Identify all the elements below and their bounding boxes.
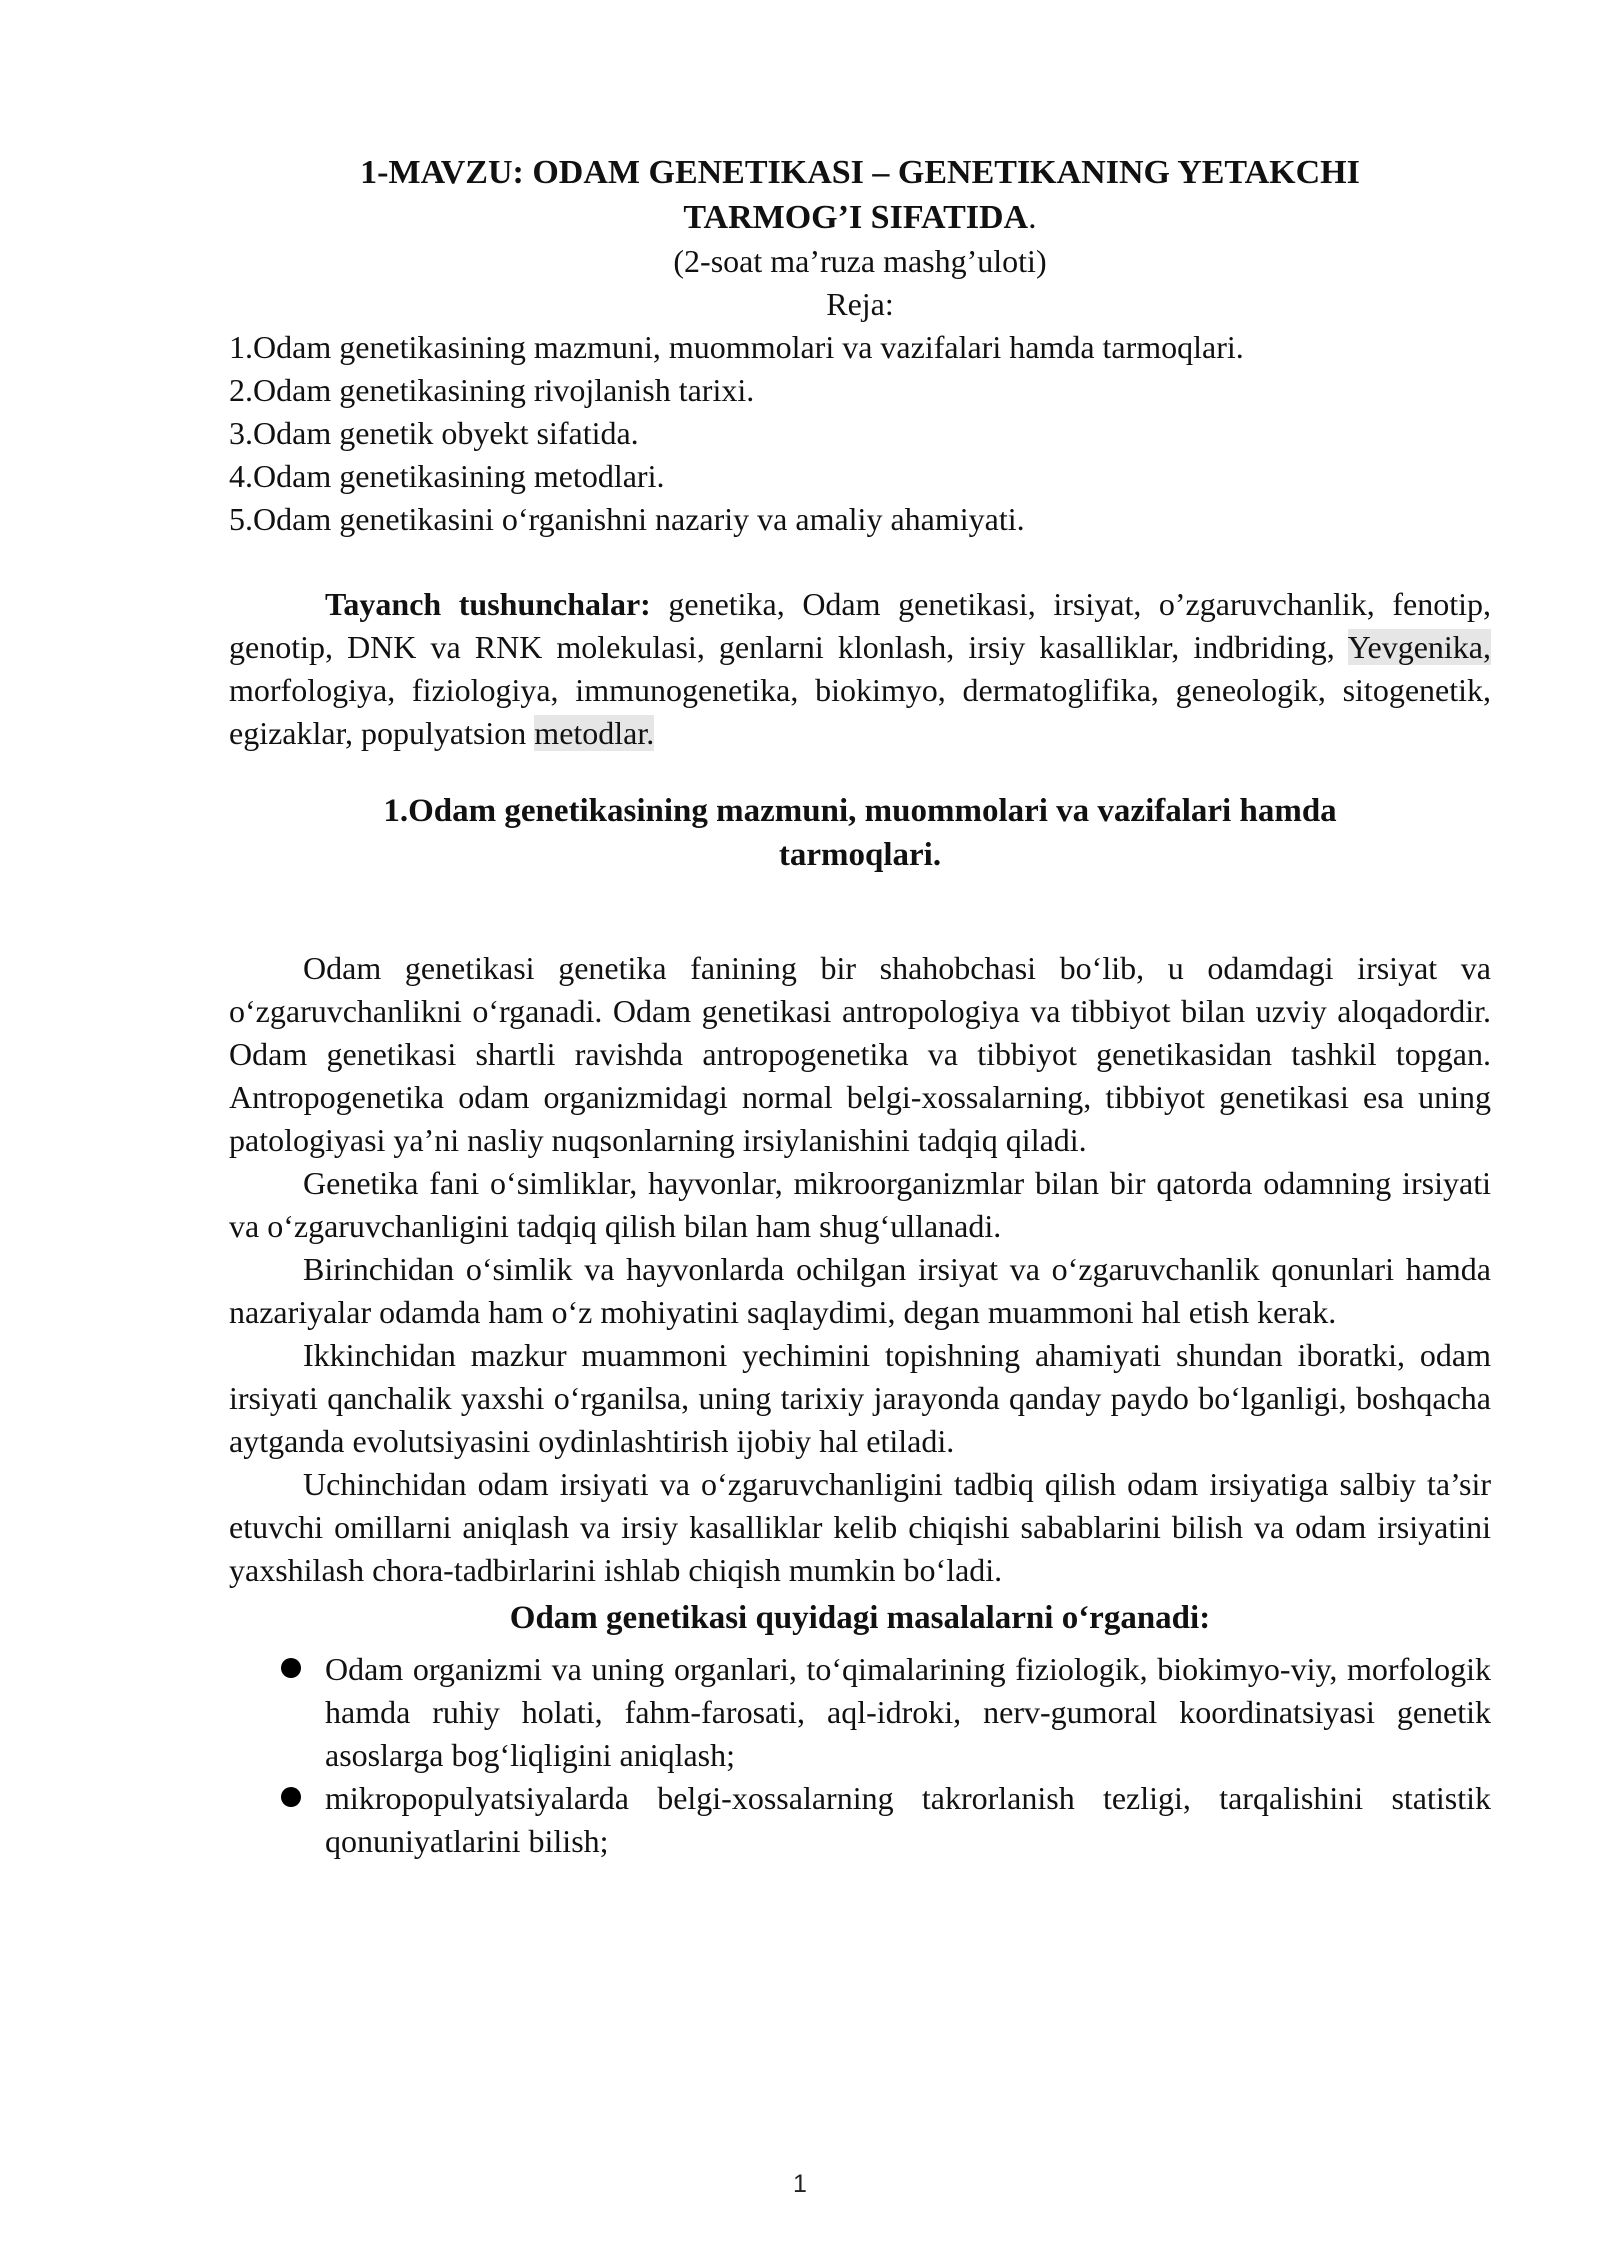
page-title [229, 150, 1491, 240]
keywords-label: Tayanch tushunchalar: [325, 586, 651, 622]
paragraph-5: Uchinchidan odam irsiyati va o‘zgaruvchanligini tadbiq qilish odam irsiyatiga salbiy ta’sir etuvchi omillarni aniqlash va irsiy kasalliklar kelib chiqishi sabablarini bilish va odam irsiyatini yaxshilash chora-tadbirlarini ishlab chiqish mumkin bo‘ladi. [229, 1466, 1491, 1588]
title-line-1: 1-MAVZU: ODAM GENETIKASI – GENETIKANING YETAKCHI [360, 154, 1360, 191]
title-line-2: TARMOG’I SIFATIDA [683, 199, 1029, 236]
list-item [229, 1777, 1491, 1863]
section-heading-line-1: 1.Odam genetikasining mazmuni, muommolari va vazifalari hamda [383, 793, 1337, 829]
plan-item-5: 5.Odam genetikasini o‘rganishni nazariy va amaliy ahamiyati. [229, 501, 1025, 537]
tasks-list [229, 1648, 1491, 1863]
section-heading-line-2: tarmoqlari. [778, 837, 942, 873]
section-heading [229, 789, 1491, 877]
paragraph-4: Ikkinchidan mazkur muammoni yechimini topishning ahamiyati shundan iboratki, odam irsiyati qanchalik yaxshi o‘rganilsa, uning tarixiy jarayonda qanday paydo bo‘lganligi, boshqacha aytganda evolutsiyasini oydinlashtirish ijobiy hal etiladi. [229, 1337, 1491, 1459]
list-item-text: Odam organizmi va uning organlari, to‘qimalarining fiziologik, biokimyo-viy, morfologik hamda ruhiy holati, fahm-farosati, aql-idroki, nerv-gumoral koordinatsiyasi genetik asoslarga bog‘liqligini aniqlash; [325, 1651, 1491, 1773]
keywords-text-2: morfologiya, fiziologiya, immunogenetika, biokimyo, dermatoglifika, geneologik, sitogenetik, egizaklar, populyatsion [229, 672, 1491, 751]
list-item [229, 1648, 1491, 1777]
plan-item-4: 4.Odam genetikasining metodlari. [229, 458, 665, 494]
lecture-subtitle: (2-soat ma’ruza mashg’uloti) [673, 243, 1047, 279]
plan-item-2: 2.Odam genetikasining rivojlanish tarixi. [229, 372, 755, 408]
paragraph-3: Birinchidan o‘simlik va hayvonlarda ochilgan irsiyat va o‘zgaruvchanlik qonunlari hamda nazariyalar odamda ham o‘z mohiyatini saqlaydimi, degan muammoni hal etish kerak. [229, 1251, 1491, 1330]
plan-list [229, 326, 1491, 541]
list-item-text: mikropopulyatsiyalarda belgi-xossalarning takrorlanish tezligi, tarqalishini statistik qonuniyatlarini bilish; [325, 1780, 1491, 1859]
bullet-dot-icon [281, 1658, 301, 1678]
title-line-2-tail: . [1028, 199, 1037, 236]
keywords-text-1: genetika, Odam genetikasi, irsiyat, o’zgaruvchanlik, fenotip, genotip, DNK va RNK molekulasi, genlarni klonlash, irsiy kasalliklar, indbriding, [229, 586, 1492, 665]
keyword-highlight-metodlar: metodlar. [534, 715, 655, 751]
body-text [229, 947, 1491, 1592]
paragraph-1: Odam genetikasi genetika fanining bir shahobchasi bo‘lib, u odamdagi irsiyat va o‘zgaruvchanlikni o‘rganadi. Odam genetikasi antropologiya va tibbiyot bilan uzviy aloqadordir. Odam genetikasi shartli ravishda antropogenetika va tibbiyot genetikasidan tashkil topgan. Antropogenetika odam organizmidagi normal belgi-xossalarning, tibbiyot genetikasi esa uning patologiyasi ya’ni nasliy nuqsonlarning irsiylanishini tadqiq qiladi. [229, 950, 1491, 1158]
page-content [229, 150, 1491, 1863]
tasks-heading: Odam genetikasi quyidagi masalalarni o‘rganadi: [509, 1600, 1211, 1636]
page-number: 1 [793, 2170, 807, 2198]
plan-item-3: 3.Odam genetik obyekt sifatida. [229, 415, 639, 451]
bullet-dot-icon [281, 1787, 301, 1807]
plan-label: Reja: [826, 286, 894, 322]
plan-item-1: 1.Odam genetikasining mazmuni, muommolari va vazifalari hamda tarmoqlari. [229, 329, 1244, 365]
keywords-paragraph [229, 583, 1491, 755]
paragraph-2: Genetika fani o‘simliklar, hayvonlar, mikroorganizmlar bilan bir qatorda odamning irsiyati va o‘zgaruvchanligini tadqiq qilish bilan ham shug‘ullanadi. [229, 1165, 1491, 1244]
keyword-highlight-yevgenika: Yevgenika, [1347, 629, 1491, 665]
